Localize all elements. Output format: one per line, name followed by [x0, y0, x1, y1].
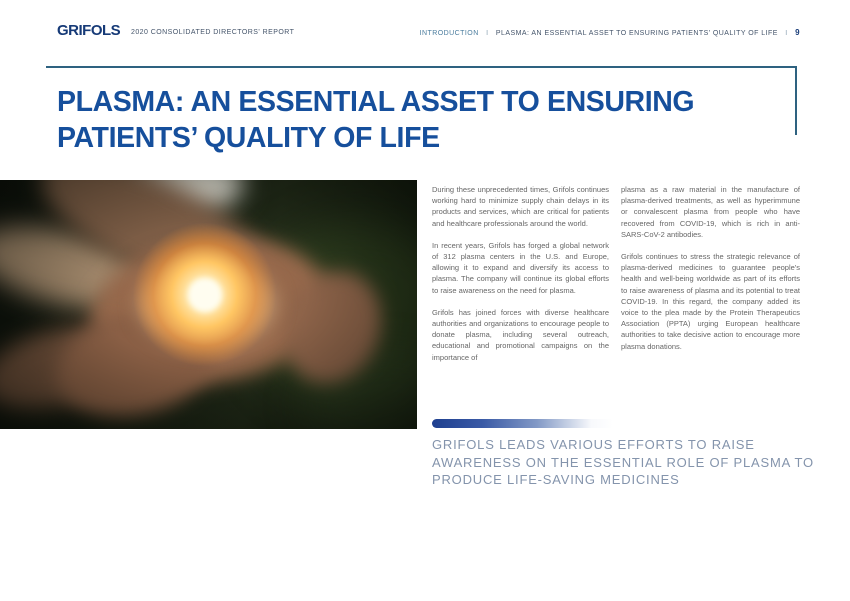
breadcrumb-section: INTRODUCTION	[419, 30, 479, 37]
body-column-2	[621, 184, 800, 363]
body-column-1	[432, 184, 609, 374]
page-title: PLASMA: AN ESSENTIAL ASSET TO ENSURING PATIENTS’ QUALITY OF LIFE	[57, 86, 695, 154]
page-number: 9	[795, 28, 800, 37]
breadcrumb-title: PLASMA: AN ESSENTIAL ASSET TO ENSURING PATIENTS' QUALITY OF LIFE	[495, 30, 778, 37]
body-paragraph: During these unprecedented times, Grifols continues working hard to minimize supply chain delays in its products and services, which are critical for patients and healthcare professionals around the world.	[432, 185, 609, 228]
header-separator: I	[486, 30, 489, 37]
quote-gradient-bar	[432, 419, 613, 428]
report-label: 2020 CONSOLIDATED DIRECTORS' REPORT	[131, 29, 295, 36]
photo-vignette	[0, 180, 417, 429]
body-paragraph: In recent years, Grifols has forged a global network of 312 plasma centers in the U.S. and Europe, allowing it to expand and diversify its access to plasma. The company will continue its global efforts to raise awareness on the need for plasma.	[432, 240, 609, 295]
pull-quote: GRIFOLS LEADS VARIOUS EFFORTS TO RAISE AWARENESS ON THE ESSENTIAL ROLE OF PLASMA TO PRODUCE LIFE-SAVING MEDICINES	[432, 437, 814, 487]
hands-holding-light-photo	[0, 180, 417, 429]
header-separator: I	[785, 30, 788, 37]
body-paragraph: Grifols continues to stress the strategic relevance of plasma-derived medicines to guarantee people's health and well-being worldwide as part of its efforts to raise awareness of plasma and its potential to treat COVID-19. In this regard, the company added its voice to the plea made by the Protein Therapeutics Association (PPTA) urging European healthcare authorities to take decisive action to encourage more plasma donations.	[621, 252, 800, 351]
running-header	[420, 28, 800, 37]
grifols-logo: GRIFOLS	[57, 22, 121, 39]
body-paragraph: plasma as a raw material in the manufacture of plasma-derived treatments, as well as hyperimmune or convalescent plasma from people who have recovered from COVID-19, which is rich in anti-SARS-CoV-2 antibodies.	[621, 185, 800, 239]
body-paragraph: Grifols has joined forces with diverse healthcare authorities and organizations to encourage people to donate plasma, including several outreach, educational and promotional campaigns on the importance of	[432, 307, 609, 362]
